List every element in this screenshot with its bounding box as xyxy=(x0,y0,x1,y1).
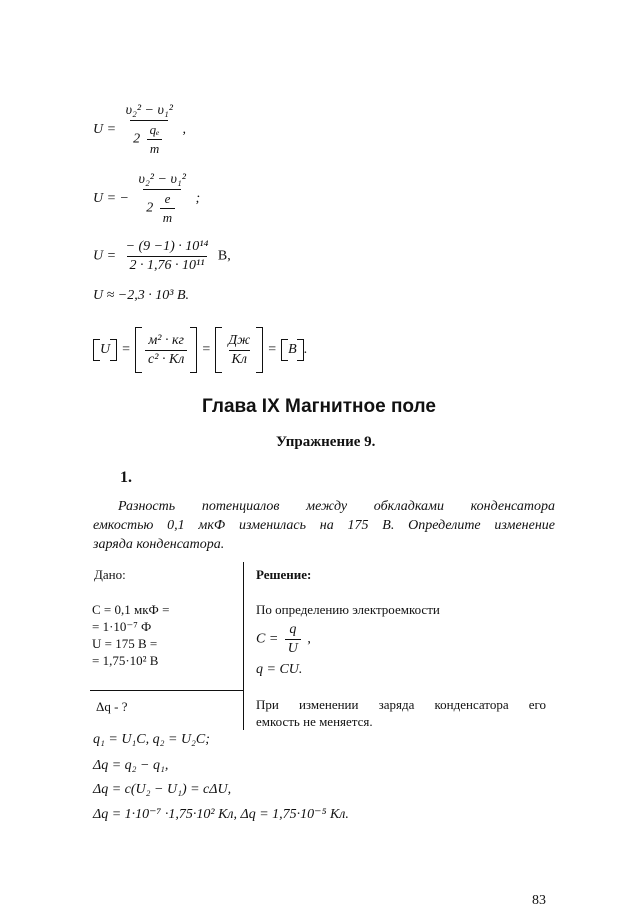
units-eq-3: = xyxy=(268,342,277,357)
given-line-4: = 1,75·10² В xyxy=(92,653,159,668)
bottom-eq-1: q₁ = U₁C, q₂ = U₂C; xyxy=(93,732,210,747)
formula-4: U ≈ −2,3 · 10³ В. xyxy=(93,288,189,303)
units-fraction-1-den: с² · Кл xyxy=(145,350,187,368)
table-horizontal-divider xyxy=(90,690,244,691)
solution-note-line-2: емкость не меняется. xyxy=(256,714,373,729)
formula-2-lhs: U = − xyxy=(93,191,130,207)
solution-note-line-1: При изменении заряда конденсатора его xyxy=(256,697,546,712)
solution-formula-1-lhs: C = xyxy=(256,631,279,647)
given-line-2: = 1·10⁻⁷ Ф xyxy=(92,619,152,634)
units-bracket-open xyxy=(93,339,100,361)
formula-1-tail: , xyxy=(182,122,186,138)
units-result: В xyxy=(288,342,297,357)
given-solution-table xyxy=(90,562,558,730)
solution-formula-1-den: U xyxy=(285,639,301,657)
given-line-3: U = 175 В = xyxy=(92,636,158,651)
formula-2-fraction xyxy=(136,172,189,226)
given-line-1: C = 0,1 мкФ = xyxy=(92,602,170,617)
problem-text-line-2: емкостью 0,1 мкФ изменилась на 175 В. Определите изменение xyxy=(93,518,555,533)
units-bracket-close-4 xyxy=(297,339,304,361)
formula-3-lhs: U = xyxy=(93,248,117,264)
formula-2-numerator: υ₂² − υ₁² xyxy=(138,172,186,187)
given-header: Дано: xyxy=(94,567,126,582)
units-bracket-close-2 xyxy=(190,327,197,373)
formula-1 xyxy=(93,103,186,157)
units-eq-2: = xyxy=(202,342,211,357)
formula-1-lhs: U = xyxy=(93,122,117,138)
formula-1-numerator: υ₂² − υ₁² xyxy=(125,103,173,118)
problem-text-line-1: Разность потенциалов между обкладками конденсатора xyxy=(118,499,555,514)
formula-1-inner-num: qₑ xyxy=(149,122,160,137)
formula-1-inner-fraction xyxy=(147,122,163,157)
units-bracket-close xyxy=(110,339,117,361)
formula-1-denominator xyxy=(130,120,168,157)
formula-2-inner-num: e xyxy=(164,191,171,206)
units-lhs: U xyxy=(100,342,111,357)
bottom-eq-2: Δq = q₂ − q₁, xyxy=(93,758,169,773)
formula-1-den-coef: 2 xyxy=(133,131,141,147)
problem-number: 1. xyxy=(120,469,132,486)
units-fraction-2-den: Кл xyxy=(229,350,250,368)
problem-text xyxy=(93,497,555,554)
units-fraction-1-num: м² · кг xyxy=(148,332,185,348)
table-vertical-divider xyxy=(243,562,244,730)
formula-1-inner-den: m xyxy=(147,139,162,157)
formula-2-tail: ; xyxy=(195,191,201,207)
find-label: Δq - ? xyxy=(96,699,128,714)
exercise-title: Упражнение 9. xyxy=(276,434,376,450)
formula-2-inner-den: m xyxy=(160,208,175,226)
page-number: 83 xyxy=(532,893,546,908)
formula-3-numerator: − (9 −1) · 10¹⁴ xyxy=(125,239,209,254)
formula-1-fraction xyxy=(123,103,176,157)
problem-text-line-3: заряда конденсатора. xyxy=(93,537,225,552)
units-fraction-2-num: Дж xyxy=(228,332,251,348)
units-eq-1: = xyxy=(122,342,131,357)
solution-formula-1-fraction xyxy=(285,622,301,657)
units-bracket-open-4 xyxy=(281,339,288,361)
bottom-eq-3: Δq = c(U₂ − U₁) = cΔU, xyxy=(93,782,232,797)
units-bracket-close-3 xyxy=(256,327,263,373)
units-bracket-open-3 xyxy=(215,327,222,373)
formula-2-den-coef: 2 xyxy=(146,200,154,216)
solution-note xyxy=(256,696,546,730)
formula-3-denominator: 2 · 1,76 · 10¹¹ xyxy=(127,256,208,274)
units-bracket-open-2 xyxy=(135,327,142,373)
formula-2-denominator xyxy=(143,189,181,226)
formula-3-tail: В, xyxy=(217,248,231,264)
formula-3 xyxy=(93,239,231,274)
solution-formula-1-tail: , xyxy=(307,631,311,647)
solution-header: Решение: xyxy=(256,567,312,582)
formula-2 xyxy=(93,172,200,226)
solution-formula-2: q = CU. xyxy=(256,662,303,677)
solution-formula-1-num: q xyxy=(289,622,297,637)
units-formula: U = $\frac{\text{м² · кг}}{\text{с² · Кл}}$ = $\frac{Дж}{Кл}$ = В . xyxy=(93,327,307,373)
formula-3-fraction xyxy=(123,239,212,274)
given-values xyxy=(92,601,169,669)
units-fraction-2 xyxy=(225,333,253,368)
formula-2-inner-fraction xyxy=(160,191,175,226)
units-fraction-1 xyxy=(145,333,187,368)
chapter-title: Глава IX Магнитное поле xyxy=(202,396,436,417)
bottom-eq-4: Δq = 1·10⁻⁷ ·1,75·10² Кл, Δq = 1,75·10⁻⁵ Кл. xyxy=(93,807,349,822)
solution-intro: По определению электроемкости xyxy=(256,602,440,617)
solution-formula-1 xyxy=(256,622,311,657)
